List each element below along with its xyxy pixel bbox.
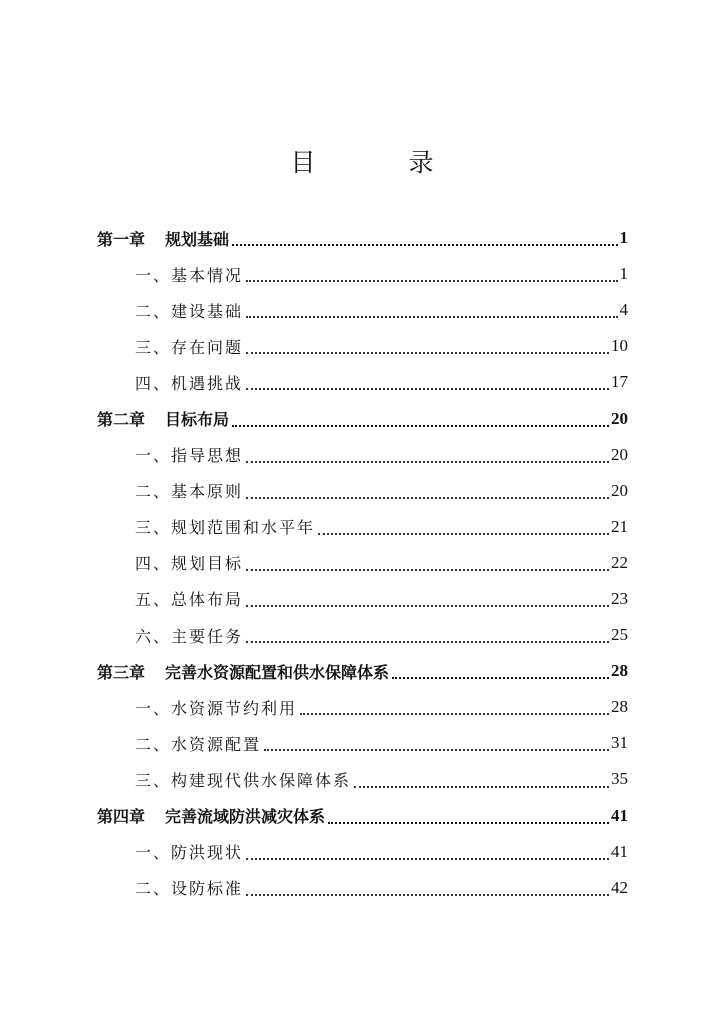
chapter-title: 完善流域防洪减灾体系 xyxy=(165,807,326,827)
dot-leader xyxy=(246,460,609,463)
toc-entry-label: 二、基本原则 xyxy=(135,482,244,502)
dot-leader xyxy=(246,315,617,318)
dot-leader xyxy=(246,387,609,390)
dot-leader xyxy=(246,496,609,499)
dot-leader xyxy=(232,243,617,246)
page-number: 41 xyxy=(611,805,628,825)
dot-leader xyxy=(246,604,609,607)
toc-entry-label: 三、构建现代供水保障体系 xyxy=(135,770,352,790)
dot-leader xyxy=(246,279,617,282)
toc-entry-label: 二、建设基础 xyxy=(135,301,244,321)
toc-entry-label: 一、指导思想 xyxy=(135,446,244,466)
page-number: 4 xyxy=(619,300,628,320)
toc-entry-label: 四、规划目标 xyxy=(135,554,244,574)
toc-section-entry[interactable] xyxy=(97,761,628,797)
dot-leader xyxy=(246,857,609,860)
dot-leader xyxy=(300,712,609,715)
toc-section-entry[interactable] xyxy=(97,437,628,473)
page-number: 23 xyxy=(611,588,628,608)
toc-entry-label: 二、设防标准 xyxy=(135,879,244,899)
dot-leader xyxy=(246,568,609,571)
toc-section-entry[interactable] xyxy=(97,545,628,581)
chapter-number: 第四章 xyxy=(97,807,146,827)
dot-leader xyxy=(246,893,609,896)
page-number: 17 xyxy=(611,372,628,392)
chapter-title: 规划基础 xyxy=(165,229,230,249)
toc-section-entry[interactable] xyxy=(97,292,628,328)
chapter-title: 目标布局 xyxy=(165,410,230,430)
dot-leader xyxy=(246,640,609,643)
chapter-number: 第三章 xyxy=(97,662,146,682)
page-number: 1 xyxy=(619,264,628,284)
toc-section-entry[interactable] xyxy=(97,581,628,617)
toc-chapter-entry[interactable] xyxy=(97,798,628,834)
toc-entry-label xyxy=(97,804,328,827)
toc-section-entry[interactable] xyxy=(97,364,628,400)
dot-leader xyxy=(232,424,609,427)
page-number: 10 xyxy=(611,336,628,356)
page-number: 22 xyxy=(611,552,628,572)
toc-entry-label: 一、水资源节约利用 xyxy=(135,698,298,718)
page-number: 21 xyxy=(611,516,628,536)
toc-section-entry[interactable] xyxy=(97,256,628,292)
toc-section-entry[interactable] xyxy=(97,689,628,725)
toc-chapter-entry[interactable] xyxy=(97,220,628,256)
toc-entry-label xyxy=(97,227,232,250)
dot-leader xyxy=(328,821,609,824)
toc-entry-label xyxy=(97,660,392,683)
page-number: 28 xyxy=(611,697,628,717)
toc-entry-label: 六、主要任务 xyxy=(135,626,244,646)
chapter-number: 第一章 xyxy=(97,229,146,249)
page-number: 41 xyxy=(611,841,628,861)
chapter-number: 第二章 xyxy=(97,410,146,430)
page-number: 31 xyxy=(611,733,628,753)
dot-leader xyxy=(392,676,609,679)
toc-section-entry[interactable] xyxy=(97,328,628,364)
dot-leader xyxy=(246,351,609,354)
table-of-contents xyxy=(97,220,628,906)
dot-leader xyxy=(318,532,609,535)
toc-chapter-entry[interactable] xyxy=(97,400,628,436)
page-number: 1 xyxy=(619,228,628,248)
toc-entry-label: 四、机遇挑战 xyxy=(135,373,244,393)
toc-entry-label: 一、防洪现状 xyxy=(135,843,244,863)
page-number: 20 xyxy=(611,480,628,500)
chapter-title: 完善水资源配置和供水保障体系 xyxy=(165,662,390,682)
toc-chapter-entry[interactable] xyxy=(97,653,628,689)
toc-section-entry[interactable] xyxy=(97,834,628,870)
toc-section-entry[interactable] xyxy=(97,870,628,906)
page-number: 42 xyxy=(611,877,628,897)
page-number: 25 xyxy=(611,625,628,645)
toc-entry-label xyxy=(97,407,232,430)
page-number: 28 xyxy=(611,661,628,681)
toc-entry-label: 三、存在问题 xyxy=(135,337,244,357)
page-number: 20 xyxy=(611,408,628,428)
toc-section-entry[interactable] xyxy=(97,725,628,761)
dot-leader xyxy=(354,785,609,788)
toc-entry-label: 一、基本情况 xyxy=(135,265,244,285)
toc-section-entry[interactable] xyxy=(97,473,628,509)
toc-section-entry[interactable] xyxy=(97,509,628,545)
toc-entry-label: 五、总体布局 xyxy=(135,590,244,610)
page-number: 20 xyxy=(611,444,628,464)
toc-section-entry[interactable] xyxy=(97,617,628,653)
page-number: 35 xyxy=(611,769,628,789)
toc-entry-label: 三、规划范围和水平年 xyxy=(135,518,316,538)
dot-leader xyxy=(264,748,609,751)
toc-entry-label: 二、水资源配置 xyxy=(135,734,262,754)
page-title: 目 录 xyxy=(290,148,468,177)
